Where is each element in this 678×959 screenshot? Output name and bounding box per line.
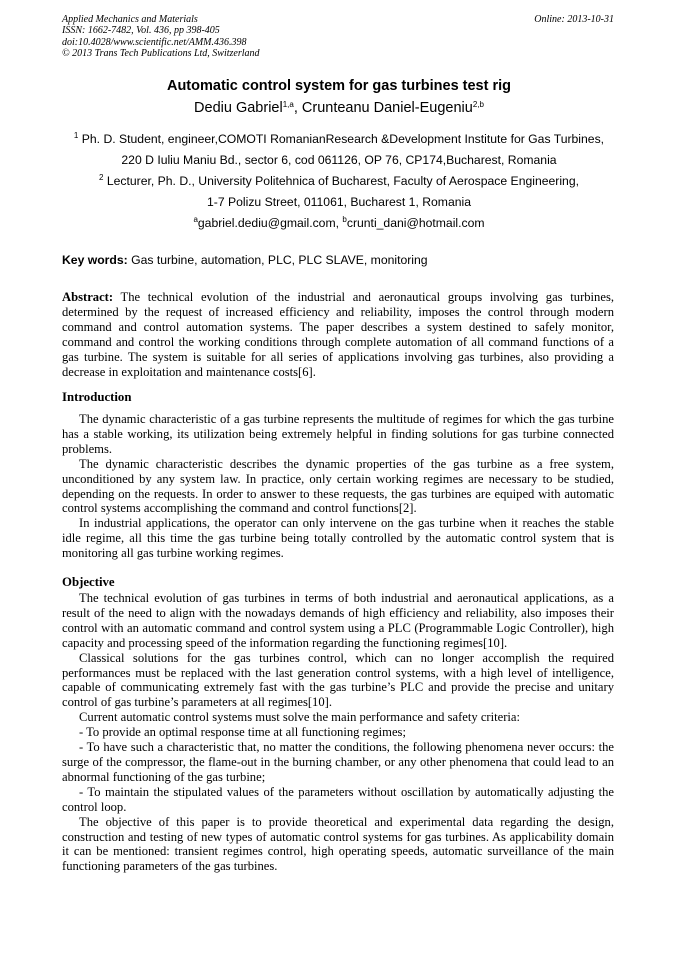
author-1-sup: 1,a (282, 100, 294, 109)
journal-name: Applied Mechanics and Materials (62, 14, 198, 25)
affiliation-1-sup: 1 (73, 131, 79, 140)
objective-bullet-3: - To maintain the stipulated values of the parameters without oscillation by automatically adjusting the control loop. (62, 784, 614, 814)
objective-body (62, 591, 614, 874)
abstract-text: The technical evolution of the industrial and aeronautical groups involving gas turbines, determined by the request of increased efficiency and reliability, imposes the control through modern command and control automation systems. The paper describes a system destined to safely monitor, command and control the working conditions through complete automation of all command functions of a gas turbine. The system is suitable for all series of applications involving gas turbines, also providing a decrease in exploitation and maintenance costs[6]. (62, 290, 614, 379)
affiliation-2-text: Lecturer, Ph. D., University Politehnica of Bucharest, Faculty of Aerospace Engineering, (106, 174, 579, 188)
objective-paragraph-1: The technical evolution of gas turbines in terms of both industrial and aeronautical applications, as a result of the need to align with the nowadays demands of high efficiency and reliability, also imposes their control with an automatic command and control system using a PLC (Programmable Logic Controller), high capacity and processing speed of the information regarding the functioning regimes[10]. (62, 591, 614, 650)
copyright-line: © 2013 Trans Tech Publications Ltd, Switzerland (62, 48, 260, 60)
introduction-paragraph-2: The dynamic characteristic describes the dynamic properties of the gas turbine as a free system, unconditioned by any system law. In practice, only certain working regimes are necessary to be studied, depending on the requests. In order to answer to these requests, the gas turbines are equiped with automatic control systems accomplishing the command and control functions[2]. (62, 456, 614, 516)
online-date: Online: 2013-10-31 (534, 14, 614, 25)
author-line (0, 100, 678, 116)
author-2-sup: 2,b (472, 100, 484, 109)
affiliation-1-text: Ph. D. Student, engineer,COMOTI RomanianResearch &Development Institute for Gas Turbines, (81, 132, 605, 146)
affiliation-2-line-2: 1-7 Polizu Street, 011061, Bucharest 1, Romania (207, 195, 471, 209)
objective-paragraph-4: The objective of this paper is to provide theoretical and experimental data regarding the design, construction and testing of new types of automatic control systems for gas turbines. As applicability domain it can be mentioned: transient regimes control, high operating speeds, automatic surveillance of the main functioning parameters of the gas turbines. (62, 814, 614, 874)
issn-line: ISSN: 1662-7482, Vol. 436, pp 398-405 (62, 25, 220, 37)
paper-title: Automatic control system for gas turbines test rig (166, 78, 512, 94)
introduction-body (62, 412, 614, 561)
email-a[interactable]: gabriel.dediu@gmail.com, (197, 216, 343, 230)
email-b-sup: b (342, 215, 347, 224)
keywords-text: Gas turbine, automation, PLC, PLC SLAVE, monitoring (127, 253, 428, 267)
introduction-paragraph-3: In industrial applications, the operator can only intervene on the gas turbine when it reaches the stable idle regime, all this time the gas turbine being totally controlled by the automatic control system that is monitoring all gas turbine working regimes. (62, 516, 614, 561)
email-line (0, 216, 678, 230)
objective-paragraph-2: Classical solutions for the gas turbines control, which can no longer accomplish the required performances must be replaced with the last generation control systems, with a high level of intelligence, capable of communicating extremely fast with the gas turbine’s PLC and provide the precise and unitary control of gas turbine’s parameters at all regimes[10]. (62, 650, 614, 710)
abstract (62, 290, 614, 379)
email-b[interactable]: crunti_dani@hotmail.com (346, 216, 485, 230)
objective-bullet-1: - To provide an optimal response time at all functioning regimes; (79, 725, 406, 740)
abstract-label: Abstract: (62, 290, 114, 304)
author-1-name: Dediu Gabriel (194, 100, 283, 116)
introduction-paragraph-1: The dynamic characteristic of a gas turbine represents the multitude of regimes for which the gas turbine has a stable working, its utilization being extremely helpful in finding solutions for gas turbine connected problems. (62, 412, 614, 456)
objective-paragraph-3: Current automatic control systems must solve the main performance and safety criteria: (79, 710, 520, 725)
keywords-label: Key words: (62, 253, 128, 267)
affiliation-1-line-1 (0, 132, 678, 146)
affiliation-1-line-2: 220 D Iuliu Maniu Bd., sector 6, cod 061126, OP 76, CP174,Bucharest, Romania (121, 153, 557, 167)
affiliation-2-line-1 (0, 174, 678, 188)
running-header (62, 14, 614, 60)
objective-bullet-2: - To have such a characteristic that, no matter the conditions, the following phenomena never occurs: the surge of the compressor, the flame-out in the burning chamber, or any other phenomena that could lead to an abnormal functioning of the gas turbine; (62, 740, 614, 784)
author-separator: , (293, 100, 302, 116)
author-2-name: Crunteanu Daniel-Eugeniu (301, 100, 473, 116)
keywords (62, 253, 614, 267)
objective-heading: Objective (62, 575, 115, 589)
introduction-heading: Introduction (62, 390, 132, 404)
affiliation-2-sup: 2 (98, 173, 104, 182)
email-a-sup: a (193, 215, 198, 224)
doi-line: doi:10.4028/www.scientific.net/AMM.436.398 (62, 36, 247, 48)
